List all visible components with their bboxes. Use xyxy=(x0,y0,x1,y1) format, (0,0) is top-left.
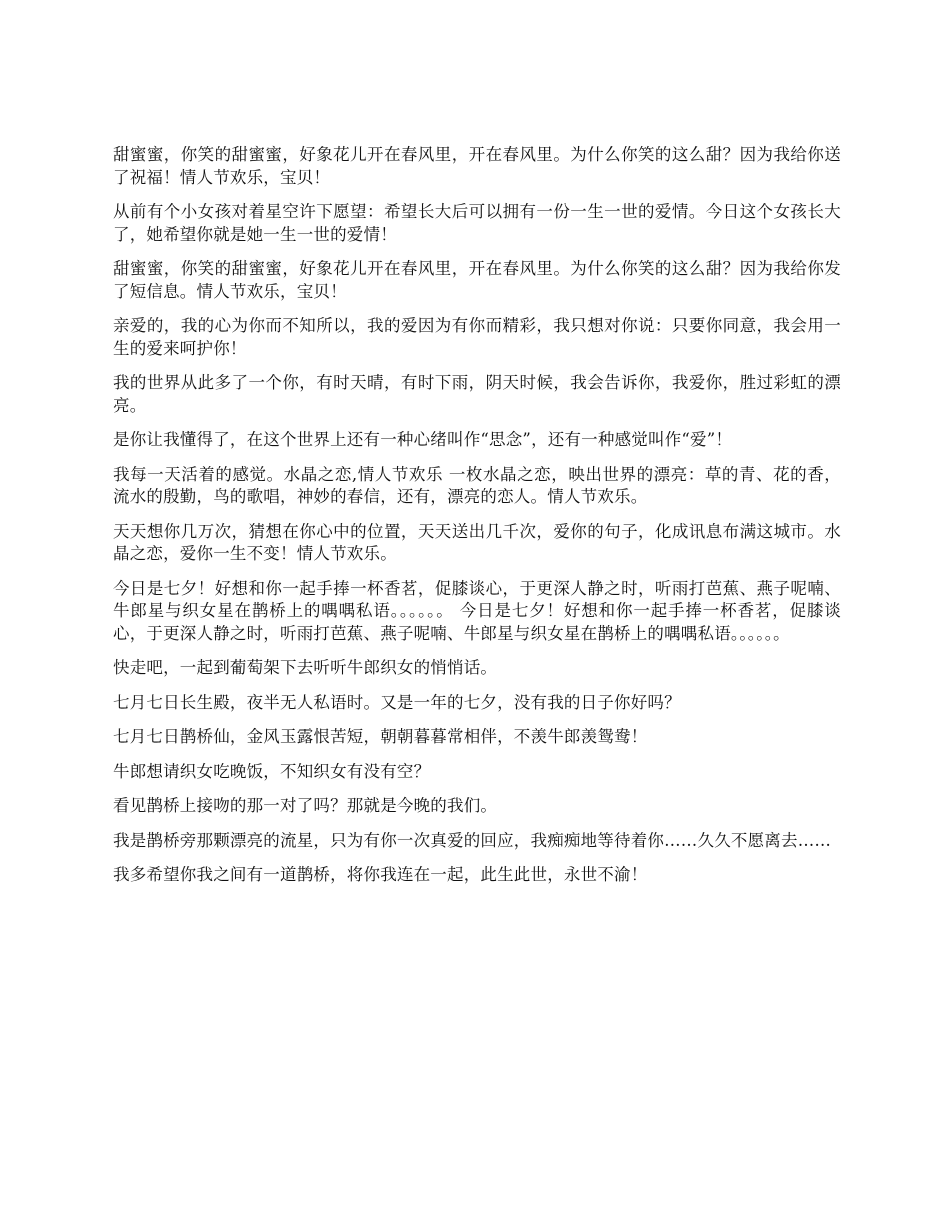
paragraph: 我每一天活着的感觉。水晶之恋,情人节欢乐 一枚水晶之恋，映出世界的漂亮：草的青、花的香，流水的殷勤，鸟的歌唱，神妙的春信，还有，漂亮的恋人。情人节欢乐。 xyxy=(113,464,841,506)
paragraph: 看见鹊桥上接吻的那一对了吗？那就是今晚的我们。 xyxy=(113,796,498,815)
paragraph: 天天想你几万次，猜想在你心中的位置，天天送出几千次，爱你的句子，化成讯息布满这城市。水晶之恋，爱你一生不变！情人节欢乐。 xyxy=(113,521,841,563)
paragraph: 甜蜜蜜，你笑的甜蜜蜜，好象花儿开在春风里，开在春风里。为什么你笑的这么甜？因为我给你送了祝福！情人节欢乐，宝贝！ xyxy=(113,145,841,187)
paragraph: 从前有个小女孩对着星空许下愿望：希望长大后可以拥有一份一生一世的爱情。今日这个女孩长大了，她希望你就是她一生一世的爱情！ xyxy=(113,202,841,244)
paragraph: 七月七日长生殿，夜半无人私语时。又是一年的七夕，没有我的日子你好吗？ xyxy=(113,692,681,712)
paragraph: 甜蜜蜜，你笑的甜蜜蜜，好象花儿开在春风里，开在春风里。为什么你笑的这么甜？因为我给你发了短信息。情人节欢乐，宝贝！ xyxy=(113,259,841,301)
paragraph: 我是鹊桥旁那颗漂亮的流星，只为有你一次真爱的回应，我痴痴地等待着你……久久不愿离去…… xyxy=(113,830,832,850)
paragraph: 我多希望你我之间有一道鹊桥，将你我连在一起，此生此世，永世不渝！ xyxy=(113,865,648,884)
paragraph: 亲爱的，我的心为你而不知所以，我的爱因为有你而精彩，我只想对你说：只要你同意，我会用一生的爱来呵护你！ xyxy=(113,316,841,358)
paragraph: 今日是七夕！好想和你一起手捧一杯香茗，促膝谈心，于更深人静之时，听雨打芭蕉、燕子呢喃、牛郎星与织女星在鹊桥上的喁喁私语。。。。。。 今日是七夕！好想和你一起手捧一杯香茗，促膝谈心，于更深人静之时，听雨打芭蕉、燕子呢喃、牛郎星与织女星在鹊桥上的喁喁私语。。。。。。 xyxy=(113,578,841,643)
paragraph: 快走吧，一起到葡萄架下去听听牛郎织女的悄悄话。 xyxy=(113,658,498,677)
paragraph: 七月七日鹊桥仙，金风玉露恨苦短，朝朝暮暮常相伴，不羡牛郎羡鸳鸯！ xyxy=(113,727,648,746)
paragraph: 牛郎想请织女吃晚饭，不知织女有没有空？ xyxy=(113,761,431,781)
paragraph: 我的世界从此多了一个你，有时天晴，有时下雨，阴天时候，我会告诉你，我爱你，胜过彩虹的漂亮。 xyxy=(113,373,841,415)
document-body xyxy=(113,144,841,899)
paragraph: 是你让我懂得了，在这个世界上还有一种心绪叫作“思念”，还有一种感觉叫作“爱”！ xyxy=(113,430,733,449)
